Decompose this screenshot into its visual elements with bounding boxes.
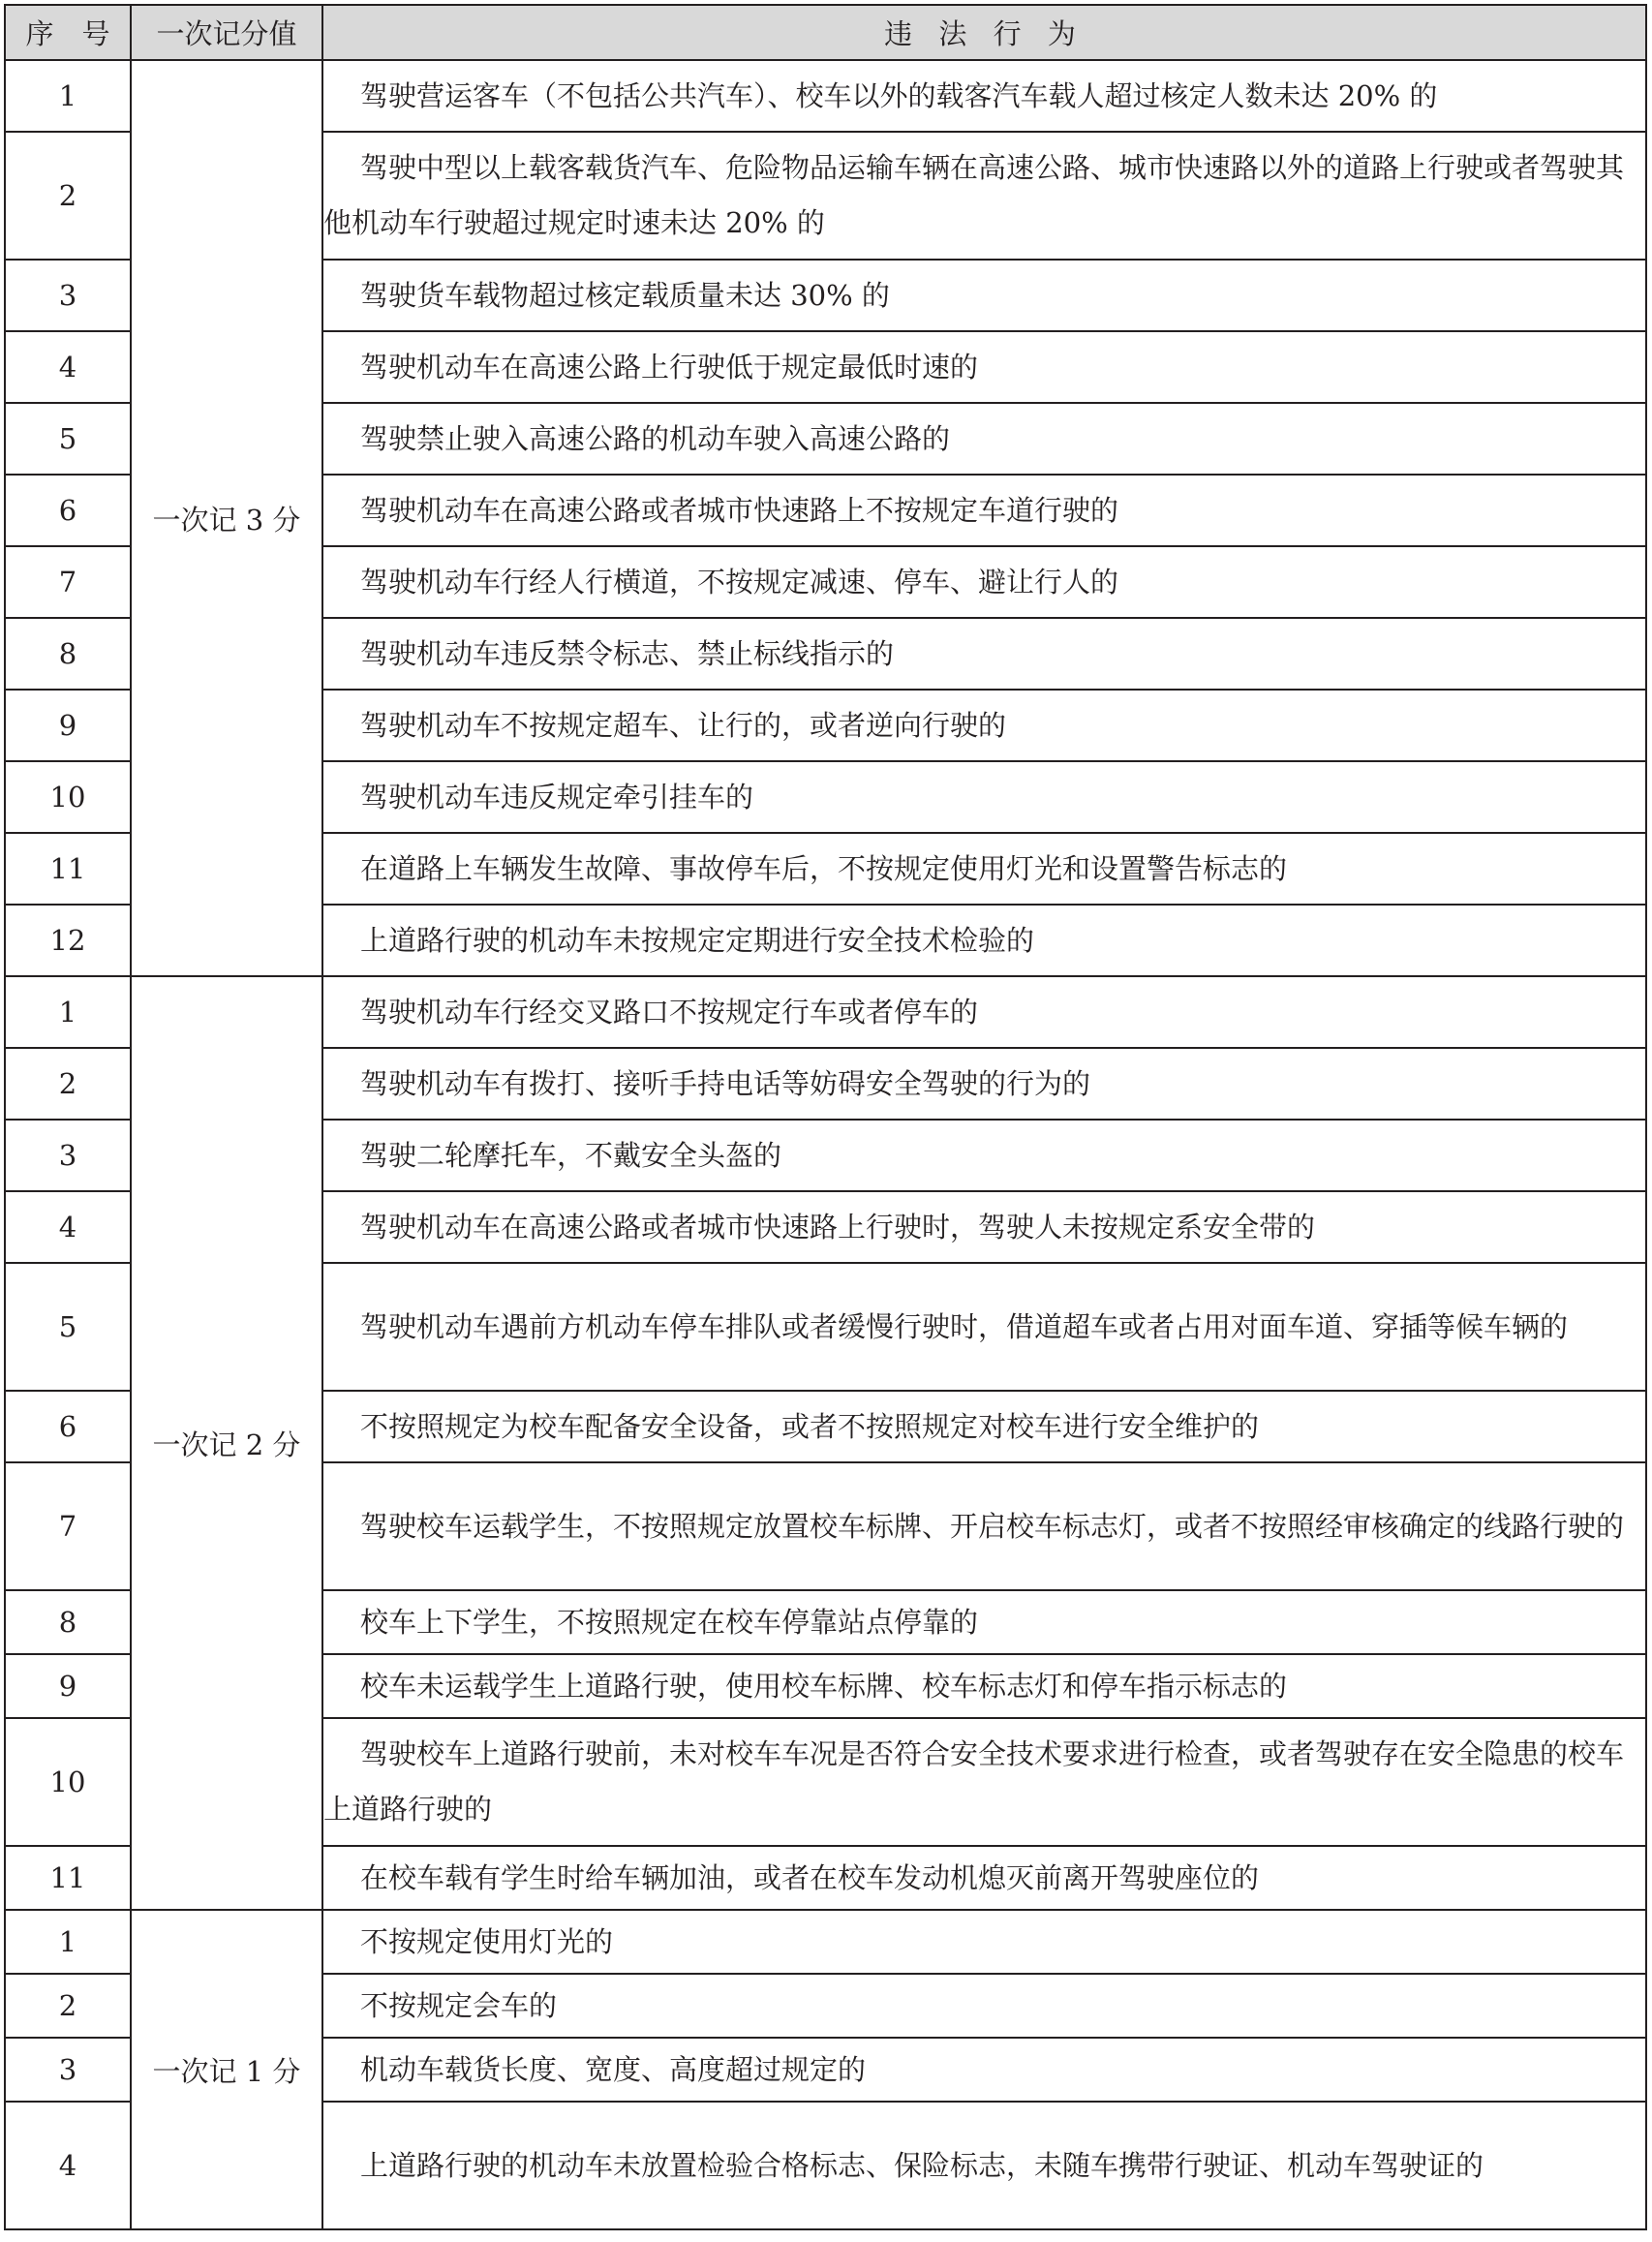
table-row [5,1910,1646,1974]
violation-cell [322,403,1646,475]
violation-cell [322,331,1646,403]
violation-cell [322,546,1646,618]
table-header-row [5,5,1646,60]
row-number: 4 [5,2102,131,2229]
violation-cell [322,618,1646,690]
violation-cell [322,2038,1646,2102]
violation-text: 驾驶机动车违反规定牵引挂车的 [360,780,754,814]
violation-cell [322,1263,1646,1391]
row-number: 2 [5,1974,131,2038]
row-number: 12 [5,905,131,976]
violation-cell [322,1590,1646,1654]
row-number: 5 [5,1263,131,1391]
violation-text: 驾驶货车载物超过核定载质量未达 30% 的 [360,278,890,312]
row-number: 7 [5,1462,131,1590]
violation-cell [322,976,1646,1048]
row-number: 1 [5,1910,131,1974]
violation-cell [322,1846,1646,1910]
violation-cell [322,132,1646,260]
violation-cell [322,1048,1646,1120]
violation-text: 驾驶禁止驶入高速公路的机动车驶入高速公路的 [360,421,951,455]
violation-cell [322,1191,1646,1263]
row-number: 1 [5,976,131,1048]
row-number: 10 [5,1718,131,1846]
violation-cell [322,1462,1646,1590]
violation-text: 在道路上车辆发生故障、事故停车后，不按规定使用灯光和设置警告标志的 [360,851,1288,885]
points-group-label: 一次记 2 分 [131,976,322,1910]
row-number: 11 [5,833,131,905]
violation-text: 驾驶营运客车（不包括公共汽车）、校车以外的载客汽车载人超过核定人数未达 20% 的 [360,78,1438,112]
row-number: 5 [5,403,131,475]
row-number: 3 [5,1120,131,1191]
row-number: 8 [5,1590,131,1654]
violation-text: 驾驶机动车行经人行横道，不按规定减速、停车、避让行人的 [360,565,1119,599]
violation-cell [322,905,1646,976]
violation-cell [322,260,1646,331]
violation-text: 驾驶机动车行经交叉路口不按规定行车或者停车的 [360,995,979,1029]
violation-text: 不按规定使用灯光的 [360,1924,614,1958]
row-number: 9 [5,1654,131,1718]
violation-text: 驾驶校车运载学生，不按照规定放置校车标牌、开启校车标志灯，或者不按照经审核确定的线路行驶的 [360,1509,1625,1543]
row-number: 7 [5,546,131,618]
violation-cell [322,833,1646,905]
row-number: 6 [5,475,131,546]
row-number: 4 [5,1191,131,1263]
violation-cell [322,1120,1646,1191]
violation-cell [322,690,1646,761]
violation-text: 校车未运载学生上道路行驶，使用校车标牌、校车标志灯和停车指示标志的 [360,1669,1288,1703]
violation-text: 驾驶校车上道路行驶前，未对校车车况是否符合安全技术要求进行检查，或者驾驶存在安全隐患的校车上道路行驶的 [323,1737,1625,1826]
violation-text: 驾驶机动车在高速公路或者城市快速路上行驶时，驾驶人未按规定系安全带的 [360,1210,1316,1244]
row-number: 8 [5,618,131,690]
header-sequence-number: 序 号 [5,5,131,60]
points-group-label: 一次记 1 分 [131,1910,322,2229]
row-number: 11 [5,1846,131,1910]
table-row [5,60,1646,132]
row-number: 2 [5,132,131,260]
violation-text: 驾驶中型以上载客载货汽车、危险物品运输车辆在高速公路、城市快速路以外的道路上行驶或者驾驶其他机动车行驶超过规定时速未达 20% 的 [323,151,1625,239]
violation-cell [322,1654,1646,1718]
violation-cell [322,761,1646,833]
violation-cell [322,2102,1646,2229]
table-body [5,60,1646,2229]
row-number: 2 [5,1048,131,1120]
violation-text: 校车上下学生，不按照规定在校车停靠站点停靠的 [360,1605,979,1639]
violation-text: 驾驶机动车违反禁令标志、禁止标线指示的 [360,636,895,670]
row-number: 9 [5,690,131,761]
violation-cell [322,475,1646,546]
violation-cell [322,1718,1646,1846]
violation-text: 驾驶机动车有拨打、接听手持电话等妨碍安全驾驶的行为的 [360,1066,1091,1100]
row-number: 3 [5,260,131,331]
violation-cell [322,60,1646,132]
violation-text: 驾驶机动车不按规定超车、让行的，或者逆向行驶的 [360,708,1007,742]
row-number: 4 [5,331,131,403]
header-points-value: 一次记分值 [131,5,322,60]
violation-text: 上道路行驶的机动车未按规定定期进行安全技术检验的 [360,923,1035,957]
violation-text: 不按照规定为校车配备安全设备，或者不按照规定对校车进行安全维护的 [360,1409,1260,1443]
violation-text: 驾驶机动车遇前方机动车停车排队或者缓慢行驶时，借道超车或者占用对面车道、穿插等候车辆的 [360,1309,1569,1343]
row-number: 6 [5,1391,131,1462]
violation-cell [322,1910,1646,1974]
violation-text: 驾驶机动车在高速公路上行驶低于规定最低时速的 [360,350,979,384]
points-group-label: 一次记 3 分 [131,60,322,976]
violation-cell [322,1391,1646,1462]
violation-text: 上道路行驶的机动车未放置检验合格标志、保险标志，未随车携带行驶证、机动车驾驶证的 [360,2148,1484,2182]
violation-text: 机动车载货长度、宽度、高度超过规定的 [360,2052,867,2086]
row-number: 3 [5,2038,131,2102]
row-number: 10 [5,761,131,833]
violation-text: 驾驶机动车在高速公路或者城市快速路上不按规定车道行驶的 [360,493,1119,527]
violation-cell [322,1974,1646,2038]
violation-points-table [4,4,1647,2230]
violation-text: 驾驶二轮摩托车，不戴安全头盔的 [360,1138,782,1172]
header-violation: 违 法 行 为 [322,5,1646,60]
violation-text: 不按规定会车的 [360,1988,558,2022]
table-row [5,976,1646,1048]
violation-text: 在校车载有学生时给车辆加油，或者在校车发动机熄灭前离开驾驶座位的 [360,1860,1260,1894]
row-number: 1 [5,60,131,132]
